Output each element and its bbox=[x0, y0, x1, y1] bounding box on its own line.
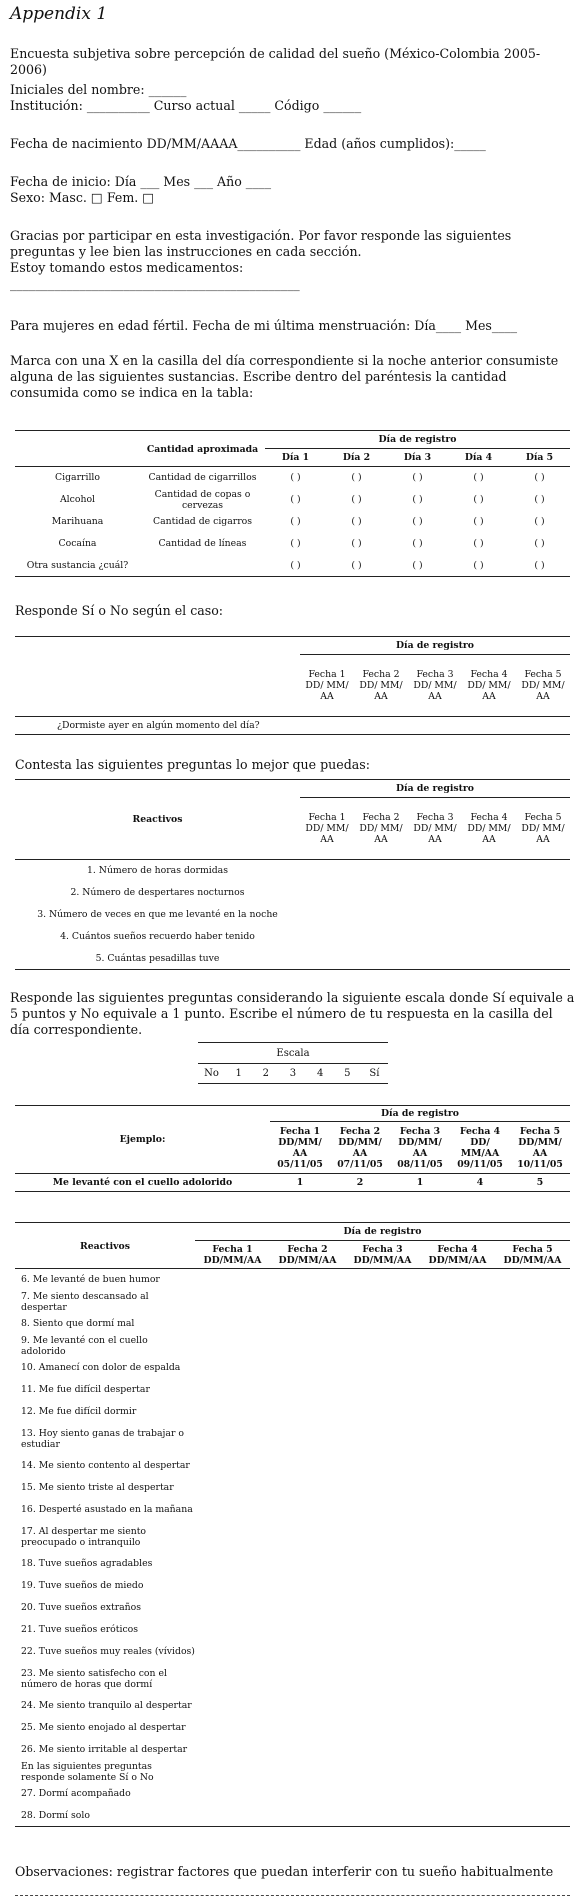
entry-area[interactable] bbox=[195, 1423, 570, 1455]
entry-area[interactable] bbox=[195, 1695, 570, 1717]
observations-text: Observaciones: registrar factores que puedan interferir con tu sueño habitualmente bbox=[15, 1864, 554, 1879]
table-row bbox=[15, 1335, 570, 1357]
day-register-header: Día de registro bbox=[195, 1223, 570, 1241]
date-header: Fecha 5 DD/MM/AA bbox=[503, 1243, 562, 1266]
entry-cell[interactable]: ( ) bbox=[290, 472, 301, 484]
table-row bbox=[15, 1499, 570, 1521]
date-header: Fecha 4 DD/ MM/AA 09/11/05 bbox=[457, 1125, 503, 1170]
quantity-unit: Cantidad de líneas bbox=[158, 538, 247, 549]
intro-text: Gracias por participar en esta investigación. Por favor responde las siguientes preguntas y lee bien las instrucciones en cada sección. bbox=[10, 228, 516, 259]
reactivo-item: 8. Siento que dormí mal bbox=[21, 1318, 135, 1329]
entry-cell[interactable]: ( ) bbox=[473, 559, 484, 571]
reactivo-item: 7. Me siento descansado al despertar bbox=[21, 1290, 149, 1313]
day-header: Día 1 bbox=[281, 452, 310, 463]
reactivo-item: 23. Me siento satisfecho con el número de horas que dormí bbox=[21, 1667, 167, 1690]
example-value: 5 bbox=[536, 1177, 544, 1188]
entry-cell[interactable]: ( ) bbox=[412, 559, 423, 571]
substance-name: Otra sustancia ¿cuál? bbox=[26, 559, 129, 571]
entry-area[interactable] bbox=[195, 1379, 570, 1401]
substance-name: Marihuana bbox=[51, 516, 104, 527]
reactivo-item: En las siguientes preguntas responde solamente Sí o No bbox=[21, 1760, 154, 1783]
nap-table bbox=[15, 636, 570, 735]
substance-name: Cocaína bbox=[58, 538, 97, 549]
scale-value: 2 bbox=[262, 1068, 270, 1079]
entry-cell[interactable]: ( ) bbox=[351, 538, 362, 549]
table-row bbox=[15, 1597, 570, 1619]
example-value: 1 bbox=[296, 1177, 304, 1188]
scale-value: 5 bbox=[344, 1068, 351, 1079]
table-row bbox=[15, 1291, 570, 1313]
entry-cell[interactable]: ( ) bbox=[351, 516, 362, 527]
quantity-unit: Cantidad de cigarros bbox=[152, 516, 253, 527]
date-header: Fecha 1 DD/MM/AA bbox=[203, 1243, 262, 1266]
entry-area[interactable] bbox=[195, 1805, 570, 1827]
question-item: 3. Número de veces en que me levanté en la noche bbox=[37, 909, 278, 920]
table-row bbox=[15, 1783, 570, 1805]
table-row bbox=[15, 1739, 570, 1761]
reactivo-item: 12. Me fue difícil dormir bbox=[21, 1406, 137, 1417]
instructions-scale: Responde las siguientes preguntas considerando la siguiente escala donde Sí equivale a 5 puntos y No equivale a 1 punto. Escribe el número de tu respuesta en la casilla del día correspondiente. bbox=[10, 990, 579, 1037]
entry-area[interactable] bbox=[195, 1619, 570, 1641]
day-header: Día 4 bbox=[464, 452, 493, 463]
reactivo-item: 13. Hoy siento ganas de trabajar o estudiar bbox=[21, 1427, 184, 1450]
table-row bbox=[15, 1553, 570, 1575]
table-row bbox=[15, 511, 570, 533]
reactivo-item: 6. Me levanté de buen humor bbox=[21, 1274, 160, 1286]
entry-cell[interactable]: ( ) bbox=[351, 559, 362, 571]
example-value: 1 bbox=[416, 1177, 424, 1188]
date-header: Fecha 2 DD/ MM/ AA bbox=[359, 812, 403, 845]
reactivo-item: 16. Desperté asustado en la mañana bbox=[21, 1504, 193, 1515]
table-row bbox=[15, 882, 570, 904]
entry-cell[interactable]: ( ) bbox=[534, 494, 545, 505]
nap-question: ¿Dormiste ayer en algún momento del día? bbox=[57, 720, 260, 731]
scale-value: 4 bbox=[316, 1068, 324, 1079]
entry-cell[interactable]: ( ) bbox=[290, 538, 301, 549]
entry-cell[interactable] bbox=[300, 717, 354, 735]
reactivo-item: 17. Al despertar me siento preocupado o intranquilo bbox=[21, 1525, 147, 1548]
reactivo-item: 9. Me levanté con el cuello adolorido bbox=[21, 1334, 148, 1357]
date-header: Fecha 3 DD/ MM/ AA bbox=[413, 812, 457, 845]
date-header: Fecha 1 DD/ MM/ AA bbox=[305, 812, 349, 845]
entry-area[interactable] bbox=[195, 1291, 570, 1313]
scale-title: Escala bbox=[276, 1047, 310, 1059]
observations-line bbox=[15, 1895, 570, 1896]
question-item: 4. Cuántos sueños recuerdo haber tenido bbox=[60, 931, 255, 942]
reactivo-item: 10. Amanecí con dolor de espalda bbox=[21, 1362, 181, 1373]
reactivo-item: 25. Me siento enojado al despertar bbox=[21, 1722, 186, 1733]
day-header: Día 3 bbox=[403, 452, 432, 463]
entry-area[interactable] bbox=[195, 1761, 570, 1783]
entry-cell[interactable]: ( ) bbox=[534, 516, 545, 527]
entry-area[interactable] bbox=[195, 1641, 570, 1663]
entry-cell[interactable]: ( ) bbox=[351, 494, 362, 505]
quantity-unit bbox=[140, 555, 265, 577]
table-row bbox=[15, 489, 570, 511]
reactivos-header: Reactivos bbox=[132, 814, 183, 825]
entry-area[interactable] bbox=[195, 1269, 570, 1291]
reactivo-item: 14. Me siento contento al despertar bbox=[21, 1460, 190, 1471]
example-label: Ejemplo: bbox=[119, 1134, 166, 1145]
instructions-questions: Contesta las siguientes preguntas lo mejor que puedas: bbox=[15, 757, 371, 772]
medications-text: Estoy tomando estos medicamentos: bbox=[10, 260, 244, 275]
reactivo-item: 22. Tuve sueños muy reales (vívidos) bbox=[21, 1646, 195, 1657]
entry-area[interactable] bbox=[195, 1357, 570, 1379]
entry-cell[interactable]: ( ) bbox=[473, 538, 484, 549]
table-row bbox=[15, 1805, 570, 1827]
day-header: Día 2 bbox=[342, 452, 371, 463]
reactivo-item: 21. Tuve sueños eróticos bbox=[21, 1624, 139, 1635]
survey-title: Encuesta subjetiva sobre percepción de calidad del sueño (México-Colombia 2005-2006) bbox=[10, 46, 541, 77]
entry-cell[interactable]: ( ) bbox=[534, 472, 545, 484]
reactivo-item: 15. Me siento triste al despertar bbox=[21, 1482, 174, 1493]
table-row bbox=[15, 1641, 570, 1663]
table-row bbox=[15, 467, 570, 489]
entry-cell[interactable]: ( ) bbox=[473, 472, 484, 484]
entry-area[interactable] bbox=[195, 1455, 570, 1477]
entry-cell[interactable] bbox=[408, 717, 462, 735]
reactivo-item: 26. Me siento irritable al despertar bbox=[21, 1744, 188, 1755]
date-header: Fecha 5 DD/ MM/ AA bbox=[521, 812, 565, 845]
table-row bbox=[15, 533, 570, 555]
birth-field: Fecha de nacimiento DD/MM/AAAA__________ Edad (años cumplidos):_____ bbox=[10, 136, 486, 151]
date-header: Fecha 1 DD/MM/ AA 05/11/05 bbox=[277, 1125, 323, 1170]
entry-cell[interactable]: ( ) bbox=[290, 516, 301, 527]
entry-area[interactable] bbox=[195, 1739, 570, 1761]
substances-table bbox=[15, 430, 570, 577]
table-row bbox=[15, 1401, 570, 1423]
date-header: Fecha 2 DD/MM/AA bbox=[278, 1243, 337, 1266]
entry-area[interactable] bbox=[195, 1335, 570, 1357]
date-header: Fecha 5 DD/ MM/ AA bbox=[521, 669, 565, 702]
scale-value: Sí bbox=[369, 1068, 380, 1079]
example-value: 2 bbox=[356, 1177, 364, 1188]
date-header: Fecha 2 DD/ MM/ AA bbox=[359, 669, 403, 702]
sex-field: Sexo: Masc. □ Fem. □ bbox=[10, 190, 155, 205]
night-questions-table bbox=[15, 779, 570, 970]
table-row bbox=[15, 1521, 570, 1553]
example-row-label: Me levanté con el cuello adolorido bbox=[52, 1177, 233, 1188]
start-date-field: Fecha de inicio: Día ___ Mes ___ Año ____ bbox=[10, 174, 271, 189]
appendix-title: Appendix 1 bbox=[10, 4, 108, 24]
table-row bbox=[15, 1619, 570, 1641]
date-header: Fecha 3 DD/MM/ AA 08/11/05 bbox=[397, 1125, 443, 1170]
entry-cell[interactable] bbox=[516, 717, 570, 735]
table-row bbox=[15, 1663, 570, 1695]
entry-cell[interactable]: ( ) bbox=[473, 494, 484, 505]
instructions-substances: Marca con una X en la casilla del día correspondiente si la noche anterior consumiste alguna de las siguientes sustancias. Escribe dentro del paréntesis la cantidad consumida como se indica en la tabla: bbox=[10, 353, 563, 400]
scale-table bbox=[198, 1042, 388, 1084]
entry-area[interactable] bbox=[195, 1499, 570, 1521]
entry-area[interactable] bbox=[195, 1521, 570, 1553]
day-register-header: Día de registro bbox=[265, 431, 570, 449]
table-row bbox=[15, 1269, 570, 1291]
reactivo-item: 27. Dormí acompañado bbox=[21, 1788, 131, 1799]
table-row bbox=[15, 926, 570, 948]
day-register-header: Día de registro bbox=[300, 637, 570, 655]
reactivos-table bbox=[15, 1222, 570, 1827]
entry-cell[interactable] bbox=[354, 717, 408, 735]
reactivo-item: 11. Me fue difícil despertar bbox=[21, 1384, 150, 1395]
reactivo-item: 18. Tuve sueños agradables bbox=[21, 1558, 153, 1569]
entry-area[interactable] bbox=[195, 1663, 570, 1695]
date-header: Fecha 1 DD/ MM/ AA bbox=[305, 669, 349, 702]
date-header: Fecha 3 DD/MM/AA bbox=[353, 1243, 412, 1266]
entry-cell[interactable]: ( ) bbox=[412, 516, 423, 527]
scale-value: No bbox=[204, 1068, 219, 1079]
entry-cell[interactable]: ( ) bbox=[473, 516, 484, 527]
date-header: Fecha 4 DD/MM/AA bbox=[428, 1243, 487, 1266]
date-header: Fecha 2 DD/MM/ AA 07/11/05 bbox=[337, 1125, 383, 1170]
entry-area[interactable] bbox=[195, 1477, 570, 1499]
entry-area[interactable] bbox=[195, 1575, 570, 1597]
entry-area[interactable] bbox=[195, 1401, 570, 1423]
table-row bbox=[15, 1174, 570, 1192]
table-row bbox=[15, 1423, 570, 1455]
table-row bbox=[15, 860, 570, 882]
entry-cell[interactable]: ( ) bbox=[412, 472, 423, 484]
scale-value: 1 bbox=[235, 1068, 242, 1079]
scale-value: 3 bbox=[289, 1068, 297, 1079]
date-header: Fecha 4 DD/ MM/ AA bbox=[467, 669, 511, 702]
table-row bbox=[15, 1379, 570, 1401]
quantity-unit: Cantidad de copas o cervezas bbox=[154, 488, 251, 511]
table-row bbox=[15, 1695, 570, 1717]
day-header: Día 5 bbox=[525, 452, 554, 463]
entry-cell[interactable]: ( ) bbox=[412, 538, 423, 549]
day-register-header: Día de registro bbox=[300, 780, 570, 798]
example-table bbox=[15, 1105, 570, 1192]
entry-area[interactable] bbox=[195, 1597, 570, 1619]
reactivo-item: 24. Me siento tranquilo al despertar bbox=[21, 1700, 192, 1711]
institution-field: Institución: __________ Curso actual _____ Código ______ bbox=[10, 98, 362, 113]
table-row bbox=[15, 948, 570, 970]
entry-cell[interactable]: ( ) bbox=[534, 559, 545, 571]
entry-cell[interactable]: ( ) bbox=[534, 538, 545, 549]
day-register-header: Día de registro bbox=[270, 1106, 570, 1122]
question-item: 5. Cuántas pesadillas tuve bbox=[95, 952, 220, 964]
table-row bbox=[15, 555, 570, 577]
question-item: 2. Número de despertares nocturnos bbox=[70, 887, 245, 898]
table-row bbox=[15, 717, 570, 735]
date-header: Fecha 4 DD/ MM/ AA bbox=[467, 812, 511, 845]
date-header: Fecha 3 DD/ MM/ AA bbox=[413, 669, 457, 702]
entry-area[interactable] bbox=[195, 1313, 570, 1335]
reactivo-item: 19. Tuve sueños de miedo bbox=[21, 1580, 144, 1591]
instructions-yes-no: Responde Sí o No según el caso: bbox=[15, 603, 224, 618]
entry-cell[interactable]: ( ) bbox=[290, 494, 301, 505]
table-row bbox=[15, 1717, 570, 1739]
entry-cell[interactable] bbox=[462, 717, 516, 735]
initials-field: Iniciales del nombre: ______ bbox=[10, 82, 187, 97]
example-value: 4 bbox=[476, 1177, 484, 1188]
table-row bbox=[15, 1313, 570, 1335]
quantity-unit: Cantidad de cigarrillos bbox=[148, 472, 257, 484]
entry-cell[interactable]: ( ) bbox=[290, 559, 301, 571]
menstruation-text: Para mujeres en edad fértil. Fecha de mi última menstruación: Día____ Mes____ bbox=[10, 318, 518, 333]
medications-line: ______________________________________________ bbox=[10, 276, 300, 291]
table-row bbox=[15, 1761, 570, 1783]
substance-name: Cigarrillo bbox=[55, 472, 100, 484]
entry-area[interactable] bbox=[195, 1553, 570, 1575]
entry-area[interactable] bbox=[195, 1783, 570, 1805]
entry-area[interactable] bbox=[195, 1717, 570, 1739]
table-row bbox=[15, 904, 570, 926]
table-row bbox=[15, 1357, 570, 1379]
reactivos-header: Reactivos bbox=[80, 1241, 130, 1252]
reactivo-item: 20. Tuve sueños extraños bbox=[21, 1602, 142, 1613]
question-item: 1. Número de horas dormidas bbox=[86, 865, 228, 877]
table-row bbox=[15, 1455, 570, 1477]
entry-cell[interactable]: ( ) bbox=[412, 494, 423, 505]
table-row bbox=[15, 1477, 570, 1499]
date-header: Fecha 5 DD/MM/ AA 10/11/05 bbox=[517, 1125, 563, 1170]
qty-header: Cantidad aproximada bbox=[146, 444, 259, 455]
reactivo-item: 28. Dormí solo bbox=[21, 1809, 90, 1821]
entry-cell[interactable]: ( ) bbox=[351, 472, 362, 484]
table-row bbox=[15, 1575, 570, 1597]
substance-name: Alcohol bbox=[59, 494, 96, 505]
